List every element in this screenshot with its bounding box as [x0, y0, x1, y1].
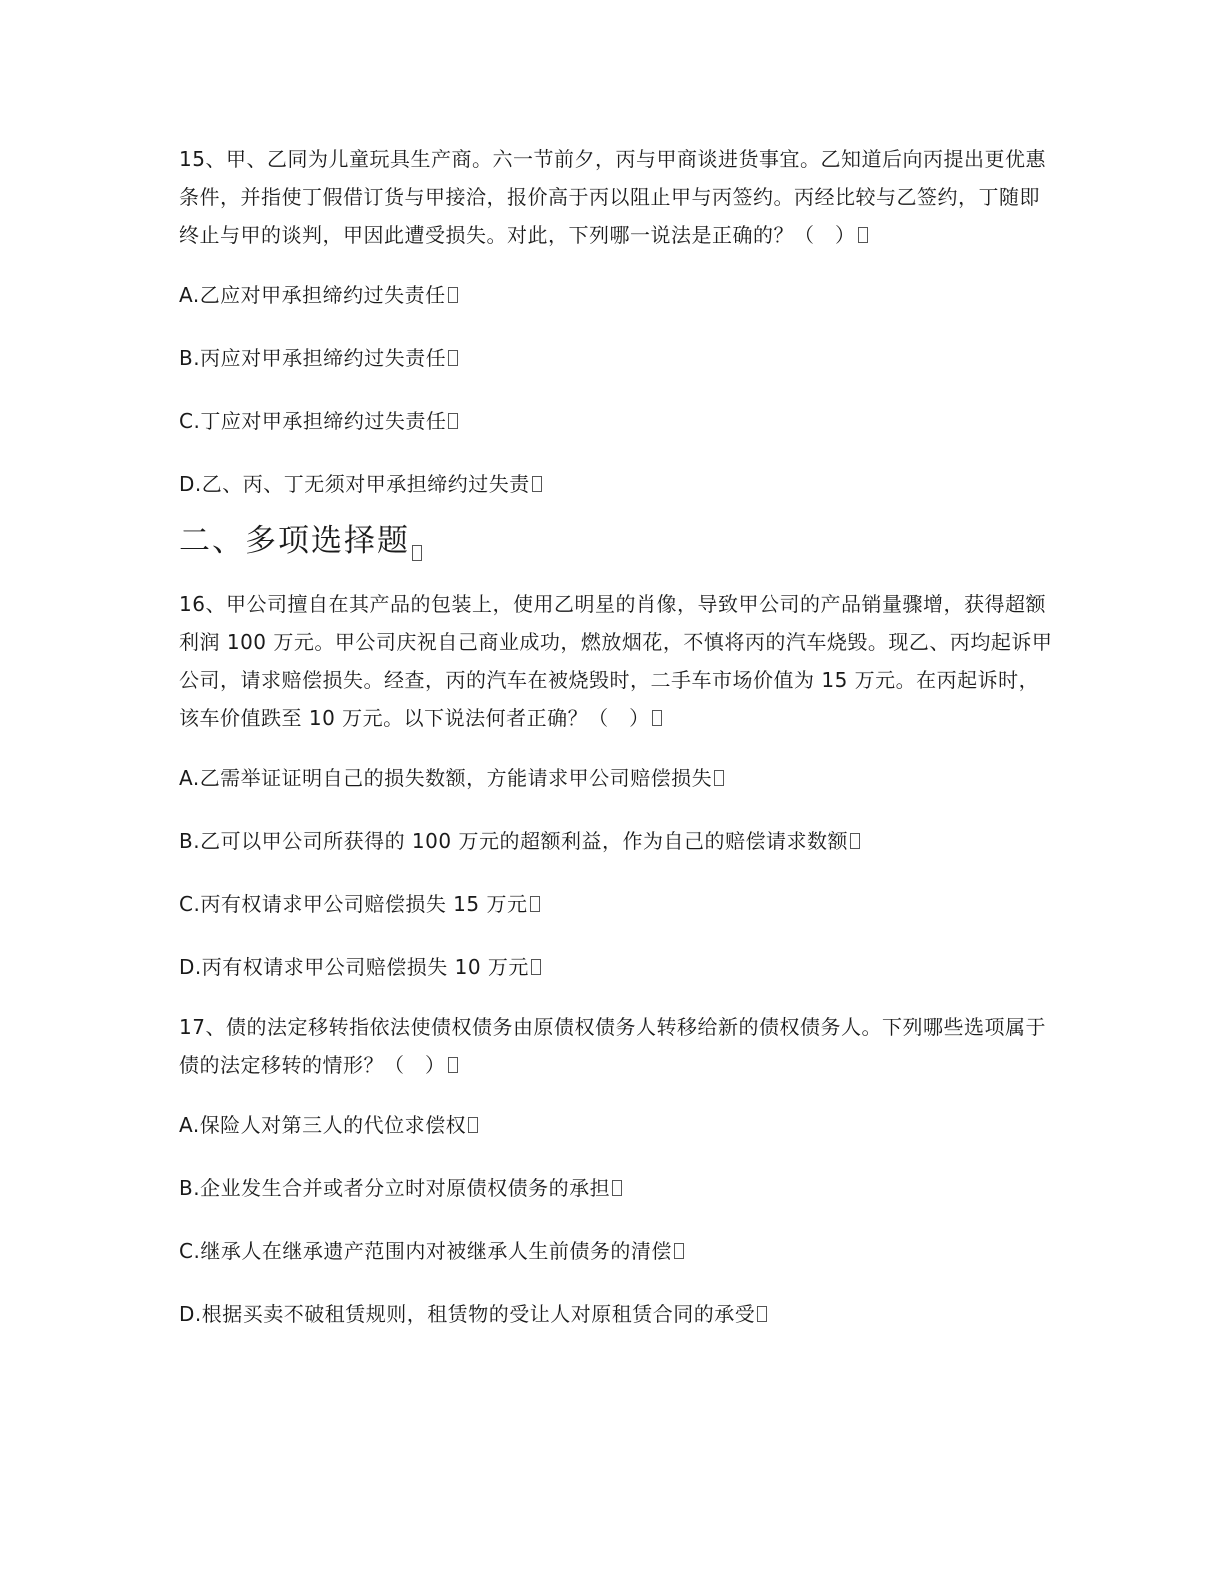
paragraph-mark-icon	[858, 227, 868, 243]
paragraph-mark-icon	[530, 896, 540, 912]
document-page	[179, 140, 1059, 1329]
question-15-stem: 15、甲、乙同为儿童玩具生产商。六一节前夕，丙与甲商谈进货事宜。乙知道后向丙提出更优惠条件，并指使丁假借订货与甲接洽，报价高于丙以阻止甲与丙签约。丙经比较与乙签约，丁随即终止与甲的谈判，甲因此遭受损失。对此，下列哪一说法是正确的？（ ）	[179, 147, 1046, 247]
paragraph-mark-icon	[850, 833, 860, 849]
question-16-option-c: C.丙有权请求甲公司赔偿损失 15 万元	[179, 889, 1059, 919]
question-17-option-a: A.保险人对第三人的代位求偿权	[179, 1110, 1059, 1140]
question-16-stem: 16、甲公司擅自在其产品的包装上，使用乙明星的肖像，导致甲公司的产品销量骤增，获得超额利润 100 万元。甲公司庆祝自己商业成功，燃放烟花，不慎将丙的汽车烧毁。现乙、丙均起诉甲公司，请求赔偿损失。经查，丙的汽车在被烧毁时，二手车市场价值为 15 万元。在丙起诉时，该车价值跌至 10 万元。以下说法何者正确？（ ）	[179, 592, 1053, 730]
question-17-option-d: D.根据买卖不破租赁规则，租赁物的受让人对原租赁合同的承受	[179, 1299, 1059, 1329]
paragraph-mark-icon	[412, 545, 422, 561]
question-15-option-b: B.丙应对甲承担缔约过失责任	[179, 343, 1059, 373]
paragraph-mark-icon	[531, 959, 541, 975]
paragraph-mark-icon	[448, 287, 458, 303]
paragraph-mark-icon	[674, 1243, 684, 1259]
question-17-option-b: B.企业发生合并或者分立时对原债权债务的承担	[179, 1173, 1059, 1203]
paragraph-mark-icon	[448, 350, 458, 366]
question-15-option-d: D.乙、丙、丁无须对甲承担缔约过失责	[179, 469, 1059, 499]
paragraph-mark-icon	[757, 1306, 767, 1322]
question-16-option-d: D.丙有权请求甲公司赔偿损失 10 万元	[179, 952, 1059, 982]
question-17-stem: 17、债的法定移转指依法使债权债务由原债权债务人转移给新的债权债务人。下列哪些选项属于债的法定移转的情形？（ ）	[179, 1015, 1046, 1077]
section-title: 二、多项选择题	[179, 519, 1059, 563]
paragraph-mark-icon	[532, 476, 542, 492]
paragraph-mark-icon	[468, 1117, 478, 1133]
question-15-option-a: A.乙应对甲承担缔约过失责任	[179, 280, 1059, 310]
question-15-option-c: C.丁应对甲承担缔约过失责任	[179, 406, 1059, 436]
question-17-option-c: C.继承人在继承遗产范围内对被继承人生前债务的清偿	[179, 1236, 1059, 1266]
paragraph-mark-icon	[612, 1180, 622, 1196]
paragraph-mark-icon	[652, 710, 662, 726]
paragraph-mark-icon	[448, 1057, 458, 1073]
question-16-option-a: A.乙需举证证明自己的损失数额，方能请求甲公司赔偿损失	[179, 763, 1059, 793]
paragraph-mark-icon	[714, 770, 724, 786]
paragraph-mark-icon	[448, 413, 458, 429]
question-16-option-b: B.乙可以甲公司所获得的 100 万元的超额利益，作为自己的赔偿请求数额	[179, 826, 1059, 856]
